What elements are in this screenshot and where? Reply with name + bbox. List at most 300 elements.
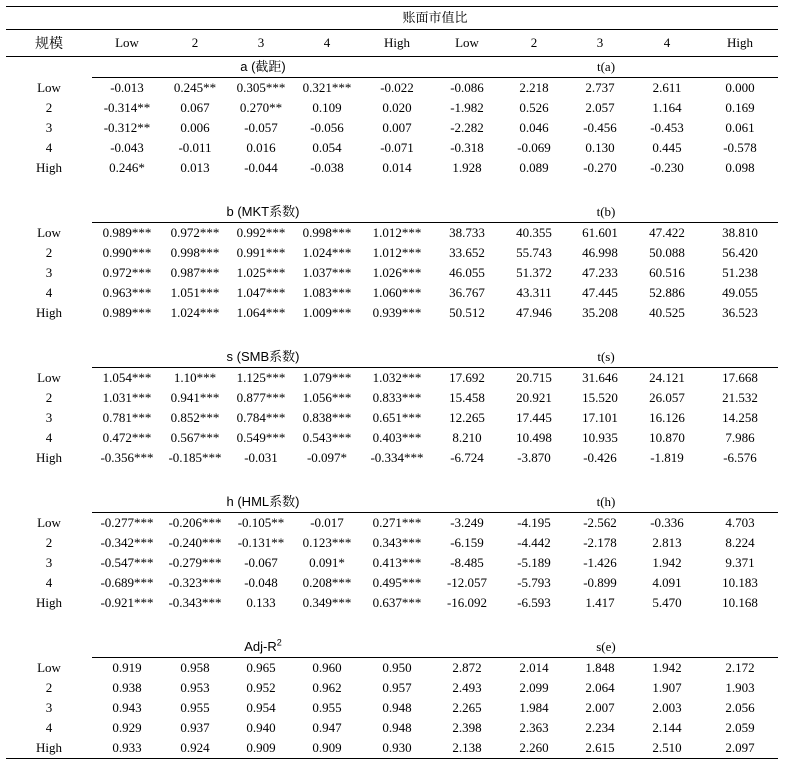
coef-cell: 0.349***	[302, 595, 352, 610]
stat-cell: 50.512	[449, 305, 485, 320]
stat-cell: 2.097	[702, 738, 778, 759]
coef-cell: 0.543***	[302, 430, 352, 445]
stat-cell: -4.442	[517, 535, 551, 550]
panel-spacer	[6, 323, 778, 347]
table-row	[6, 533, 778, 553]
table-row	[6, 78, 778, 99]
table-row	[6, 658, 778, 679]
coef-cell: 0.930	[360, 738, 434, 759]
coef-cell: 0.998***	[170, 245, 220, 260]
coef-cell: -0.131**	[237, 535, 285, 550]
coef-cell: 0.784***	[236, 410, 286, 425]
coef-cell: 0.987***	[170, 265, 220, 280]
coef-cell: 0.965	[246, 660, 276, 675]
table-row	[6, 303, 778, 323]
coef-cell: -0.323***	[168, 575, 222, 590]
coef-cell: 0.989***	[102, 225, 152, 240]
stat-cell: 51.372	[516, 265, 552, 280]
stat-cell: -6.593	[517, 595, 551, 610]
row-label: High	[36, 450, 62, 465]
coef-cell: 0.109	[312, 100, 342, 115]
stat-cell: 15.458	[449, 390, 485, 405]
stat-cell: 0.089	[519, 160, 549, 175]
panel-title-left	[92, 347, 434, 368]
coef-cell: -0.343***	[168, 595, 222, 610]
coef-cell: 0.133	[246, 595, 276, 610]
stat-cell: 26.057	[649, 390, 685, 405]
panel-header-row	[6, 637, 778, 658]
coef-cell: -0.067	[244, 555, 278, 570]
table-row	[6, 408, 778, 428]
col-header-left-4: 4	[294, 30, 360, 57]
table-row	[6, 388, 778, 408]
panel-title-left	[92, 492, 434, 513]
stat-cell: -1.982	[450, 100, 484, 115]
coef-cell: 0.838***	[302, 410, 352, 425]
coef-cell: -0.240***	[168, 535, 222, 550]
coef-cell: 1.024***	[302, 245, 352, 260]
stat-cell: 2.872	[452, 660, 482, 675]
coef-cell: 1.024***	[170, 305, 220, 320]
stat-cell: 2.138	[434, 738, 500, 759]
stat-cell: -0.578	[723, 140, 757, 155]
stat-cell: 36.767	[449, 285, 485, 300]
stat-cell: -0.086	[450, 80, 484, 95]
coef-cell: -0.334***	[370, 450, 424, 465]
panel-header-row	[6, 57, 778, 78]
coef-cell: 0.271***	[372, 515, 422, 530]
stat-cell: -8.485	[450, 555, 484, 570]
coef-cell: 0.940	[246, 720, 276, 735]
stat-cell: 33.652	[449, 245, 485, 260]
coef-cell: 1.054***	[102, 370, 152, 385]
coef-cell: 0.006	[180, 120, 210, 135]
stat-cell: -2.178	[583, 535, 617, 550]
stat-cell: 0.445	[652, 140, 682, 155]
coef-cell: 1.10***	[173, 370, 217, 385]
coef-cell: 0.833***	[372, 390, 422, 405]
stat-cell: 1.984	[519, 700, 549, 715]
coef-cell: 0.245**	[173, 80, 217, 95]
coef-cell: 0.950	[382, 660, 412, 675]
stat-cell: -0.426	[583, 450, 617, 465]
stat-cell: 1.164	[652, 100, 682, 115]
coef-cell: -0.097*	[306, 450, 348, 465]
stat-cell: 17.692	[449, 370, 485, 385]
coef-cell: -0.044	[244, 160, 278, 175]
panel-title-left-text: a (截距)	[240, 59, 286, 74]
table-row	[6, 593, 778, 613]
stat-cell: 16.126	[649, 410, 685, 425]
coef-cell: 1.056***	[302, 390, 352, 405]
stat-cell: -0.270	[583, 160, 617, 175]
stat-cell: -1.819	[650, 450, 684, 465]
row-label: 2	[45, 680, 53, 695]
row-label: High	[36, 305, 62, 320]
panel-title-right: t(b)	[434, 202, 778, 223]
row-label: Low	[37, 514, 61, 530]
coef-cell: 0.960	[312, 660, 342, 675]
stat-cell: 38.810	[722, 225, 758, 240]
stat-cell: 1.907	[652, 680, 682, 695]
stat-cell: 2.064	[585, 680, 615, 695]
table-row	[6, 263, 778, 283]
panel-title-right: t(s)	[434, 347, 778, 368]
row-label: 2	[45, 245, 53, 260]
stat-cell: 2.007	[585, 700, 615, 715]
stat-cell: -0.453	[650, 120, 684, 135]
coef-cell: 0.991***	[236, 245, 286, 260]
coef-cell: 0.933	[92, 738, 162, 759]
table-row	[6, 283, 778, 303]
stat-cell: 2.172	[725, 660, 755, 675]
coef-cell: -0.689***	[100, 575, 154, 590]
coef-cell: 1.083***	[302, 285, 352, 300]
table-row	[6, 243, 778, 263]
coef-cell: 1.060***	[372, 285, 422, 300]
stat-cell: -0.336	[650, 515, 684, 530]
panel-title-left-text: s (SMB系数)	[226, 349, 300, 364]
stat-cell: 9.371	[725, 555, 755, 570]
stat-cell: 40.525	[649, 305, 685, 320]
coef-cell: 0.948	[382, 720, 412, 735]
table-row	[6, 553, 778, 573]
coef-cell: -0.342***	[100, 535, 154, 550]
coef-cell: 0.972***	[102, 265, 152, 280]
coef-cell: 0.321***	[302, 80, 352, 95]
stat-cell: 60.516	[649, 265, 685, 280]
stat-cell: 17.668	[722, 370, 758, 385]
stat-cell: 2.493	[452, 680, 482, 695]
regression-results-table	[6, 6, 778, 759]
panel-title-superscript: 2	[276, 637, 282, 648]
coef-cell: 0.016	[246, 140, 276, 155]
row-label: Low	[37, 659, 61, 675]
stat-cell: 2.265	[452, 700, 482, 715]
stat-cell: 14.258	[722, 410, 758, 425]
panel-title-right: t(h)	[434, 492, 778, 513]
stat-cell: 0.130	[585, 140, 615, 155]
coef-cell: 0.929	[112, 720, 142, 735]
coef-cell: 0.067	[180, 100, 210, 115]
stat-cell: 2.510	[632, 738, 702, 759]
row-label: 4	[45, 285, 53, 300]
coef-cell: 0.413***	[372, 555, 422, 570]
coef-cell: 0.020	[382, 100, 412, 115]
coef-cell: -0.057	[244, 120, 278, 135]
row-label: 3	[45, 700, 53, 715]
coef-cell: 0.343***	[372, 535, 422, 550]
table-row	[6, 698, 778, 718]
coef-cell: 0.305***	[236, 80, 286, 95]
coef-cell: 0.123***	[302, 535, 352, 550]
coef-cell: -0.038	[310, 160, 344, 175]
stat-cell: 10.935	[582, 430, 618, 445]
stat-cell: -2.282	[450, 120, 484, 135]
stat-cell: -12.057	[446, 575, 488, 590]
panel-spacer	[6, 613, 778, 637]
stat-cell: 52.886	[649, 285, 685, 300]
table-row	[6, 368, 778, 389]
coef-cell: 0.013	[180, 160, 210, 175]
coef-cell: 0.270**	[239, 100, 283, 115]
col-header-right-2: 2	[500, 30, 568, 57]
coef-cell: 1.064***	[236, 305, 286, 320]
coef-cell: 1.047***	[236, 285, 286, 300]
stat-cell: 1.928	[452, 160, 482, 175]
stat-cell: 46.055	[449, 265, 485, 280]
row-label: 4	[45, 140, 53, 155]
stat-cell: 2.363	[519, 720, 549, 735]
coef-cell: 0.963***	[102, 285, 152, 300]
stat-cell: 2.057	[585, 100, 615, 115]
coef-cell: 0.651***	[372, 410, 422, 425]
table-title: 账面市值比	[92, 7, 778, 30]
coef-cell: 0.852***	[170, 410, 220, 425]
panel-title-left	[92, 57, 434, 78]
col-header-right-high: High	[702, 30, 778, 57]
col-header-right-low: Low	[434, 30, 500, 57]
table-row	[6, 428, 778, 448]
panel-title-left	[92, 202, 434, 223]
stat-cell: 36.523	[722, 305, 758, 320]
coef-cell: 0.924	[162, 738, 228, 759]
stat-cell: 55.743	[516, 245, 552, 260]
stat-cell: -2.562	[583, 515, 617, 530]
coef-cell: -0.022	[380, 80, 414, 95]
stat-cell: -1.426	[583, 555, 617, 570]
coef-cell: 0.954	[246, 700, 276, 715]
coef-cell: 1.031***	[102, 390, 152, 405]
coef-cell: 0.909	[294, 738, 360, 759]
row-label: High	[36, 595, 62, 610]
stat-cell: 10.870	[649, 430, 685, 445]
coef-cell: -0.071	[380, 140, 414, 155]
row-label: 3	[45, 120, 53, 135]
stat-cell: -6.724	[450, 450, 484, 465]
panel-header-row	[6, 347, 778, 368]
stat-cell: 2.737	[585, 80, 615, 95]
coef-cell: 0.998***	[302, 225, 352, 240]
coef-cell: 0.781***	[102, 410, 152, 425]
coef-cell: 1.051***	[170, 285, 220, 300]
stat-cell: 2.014	[519, 660, 549, 675]
coef-cell: 1.025***	[236, 265, 286, 280]
row-label: Low	[37, 224, 61, 240]
stat-cell: 0.098	[725, 160, 755, 175]
stat-cell: 1.942	[652, 555, 682, 570]
coef-cell: 0.549***	[236, 430, 286, 445]
table-row	[6, 158, 778, 178]
panel-spacer	[6, 178, 778, 202]
stat-cell: 10.183	[722, 575, 758, 590]
coef-cell: -0.011	[178, 140, 212, 155]
col-header-right-4: 4	[632, 30, 702, 57]
coef-cell: 0.014	[382, 160, 412, 175]
row-label: 4	[45, 430, 53, 445]
stat-cell: 4.091	[652, 575, 682, 590]
stat-cell: -0.318	[450, 140, 484, 155]
coef-cell: -0.356***	[100, 450, 154, 465]
coef-cell: 1.026***	[372, 265, 422, 280]
coef-cell: -0.013	[110, 80, 144, 95]
stat-cell: 0.046	[519, 120, 549, 135]
col-header-left-2: 2	[162, 30, 228, 57]
stat-cell: 5.470	[652, 595, 682, 610]
table-row	[6, 223, 778, 244]
stat-cell: 35.208	[582, 305, 618, 320]
stat-cell: 12.265	[449, 410, 485, 425]
stat-cell: 2.260	[500, 738, 568, 759]
coef-cell: 0.953	[180, 680, 210, 695]
coef-cell: -0.105**	[237, 515, 285, 530]
stat-cell: 21.532	[722, 390, 758, 405]
coef-cell: -0.031	[244, 450, 278, 465]
stat-cell: -4.195	[517, 515, 551, 530]
table-row	[6, 448, 778, 468]
stat-cell: -0.456	[583, 120, 617, 135]
stat-cell: -0.899	[583, 575, 617, 590]
stat-cell: 10.498	[516, 430, 552, 445]
row-label: 3	[45, 410, 53, 425]
table-row	[6, 118, 778, 138]
stat-cell: 24.121	[649, 370, 685, 385]
coef-cell: -0.279***	[168, 555, 222, 570]
stat-cell: 15.520	[582, 390, 618, 405]
stat-cell: -0.069	[517, 140, 551, 155]
stat-cell: 20.921	[516, 390, 552, 405]
column-header-row	[6, 30, 778, 57]
coef-cell: 0.054	[312, 140, 342, 155]
stat-cell: 1.848	[585, 660, 615, 675]
coef-cell: 0.955	[180, 700, 210, 715]
row-label: 3	[45, 265, 53, 280]
stat-cell: 17.445	[516, 410, 552, 425]
coef-cell: 1.032***	[372, 370, 422, 385]
stat-cell: 1.942	[652, 660, 682, 675]
coef-cell: -0.314**	[103, 100, 151, 115]
coef-cell: -0.547***	[100, 555, 154, 570]
coef-cell: 0.990***	[102, 245, 152, 260]
coef-cell: 1.012***	[372, 225, 422, 240]
stat-cell: -0.230	[650, 160, 684, 175]
table-row	[6, 138, 778, 158]
coef-cell: 0.989***	[102, 305, 152, 320]
stat-cell: 2.099	[519, 680, 549, 695]
panel-title-left-text: h (HML系数)	[226, 494, 300, 509]
table-row	[6, 678, 778, 698]
coef-cell: 0.943	[112, 700, 142, 715]
panel-title-left-text: Adj-R	[244, 639, 277, 654]
row-label: 4	[45, 575, 53, 590]
stat-cell: 31.646	[582, 370, 618, 385]
row-label: 2	[45, 390, 53, 405]
coef-cell: 1.079***	[302, 370, 352, 385]
stat-cell: 2.003	[652, 700, 682, 715]
coef-cell: -0.312**	[103, 120, 151, 135]
coef-cell: 0.637***	[372, 595, 422, 610]
row-label: High	[6, 738, 92, 759]
stat-cell: 17.101	[582, 410, 618, 425]
stat-cell: 2.611	[652, 80, 682, 95]
row-label: 2	[45, 100, 53, 115]
coef-cell: 0.938	[112, 680, 142, 695]
coef-cell: 0.962	[312, 680, 342, 695]
stat-cell: -5.189	[517, 555, 551, 570]
panel-title-left	[92, 637, 434, 658]
stat-cell: 50.088	[649, 245, 685, 260]
col-header-left-3: 3	[228, 30, 294, 57]
stat-cell: 47.946	[516, 305, 552, 320]
stat-cell: 51.238	[722, 265, 758, 280]
stat-cell: 47.233	[582, 265, 618, 280]
coef-cell: 0.246*	[109, 160, 145, 175]
panel-title-right: s(e)	[434, 637, 778, 658]
coef-cell: 0.091*	[309, 555, 345, 570]
table-row	[6, 738, 778, 759]
stat-cell: 2.056	[725, 700, 755, 715]
stat-cell: 2.218	[519, 80, 549, 95]
stat-cell: 38.733	[449, 225, 485, 240]
coef-cell: 0.208***	[302, 575, 352, 590]
stat-cell: 0.169	[725, 100, 755, 115]
panel-header-row	[6, 202, 778, 223]
coef-cell: 0.947	[312, 720, 342, 735]
stat-cell: 49.055	[722, 285, 758, 300]
stat-cell: 47.422	[649, 225, 685, 240]
stat-cell: 46.998	[582, 245, 618, 260]
panel-spacer	[6, 468, 778, 492]
coef-cell: 0.972***	[170, 225, 220, 240]
row-header-label: 规模	[6, 30, 92, 57]
coef-cell: 0.495***	[372, 575, 422, 590]
coef-cell: 0.955	[312, 700, 342, 715]
stat-cell: 1.903	[725, 680, 755, 695]
stat-cell: 8.224	[725, 535, 755, 550]
stat-cell: -6.159	[450, 535, 484, 550]
stat-cell: 2.059	[725, 720, 755, 735]
coef-cell: 0.472***	[102, 430, 152, 445]
stat-cell: 10.168	[722, 595, 758, 610]
stat-cell: 2.813	[652, 535, 682, 550]
coef-cell: 0.952	[246, 680, 276, 695]
stat-cell: 7.986	[725, 430, 755, 445]
coef-cell: 0.939***	[372, 305, 422, 320]
coef-cell: 0.957	[382, 680, 412, 695]
table-row	[6, 573, 778, 593]
coef-cell: 0.937	[180, 720, 210, 735]
row-label: 3	[45, 555, 53, 570]
stat-cell: 0.526	[519, 100, 549, 115]
row-label: 4	[45, 720, 53, 735]
coef-cell: 0.948	[382, 700, 412, 715]
coef-cell: -0.185***	[168, 450, 222, 465]
coef-cell: 0.941***	[170, 390, 220, 405]
stat-cell: 2.234	[585, 720, 615, 735]
stat-cell: 43.311	[516, 285, 552, 300]
coef-cell: -0.048	[244, 575, 278, 590]
table-row	[6, 718, 778, 738]
stat-cell: 40.355	[516, 225, 552, 240]
coef-cell: -0.056	[310, 120, 344, 135]
stat-cell: 1.417	[585, 595, 615, 610]
row-label: Low	[37, 369, 61, 385]
row-label: High	[36, 160, 62, 175]
coef-cell: 0.958	[180, 660, 210, 675]
stat-cell: 20.715	[516, 370, 552, 385]
stat-cell: 47.445	[582, 285, 618, 300]
panel-header-row	[6, 492, 778, 513]
